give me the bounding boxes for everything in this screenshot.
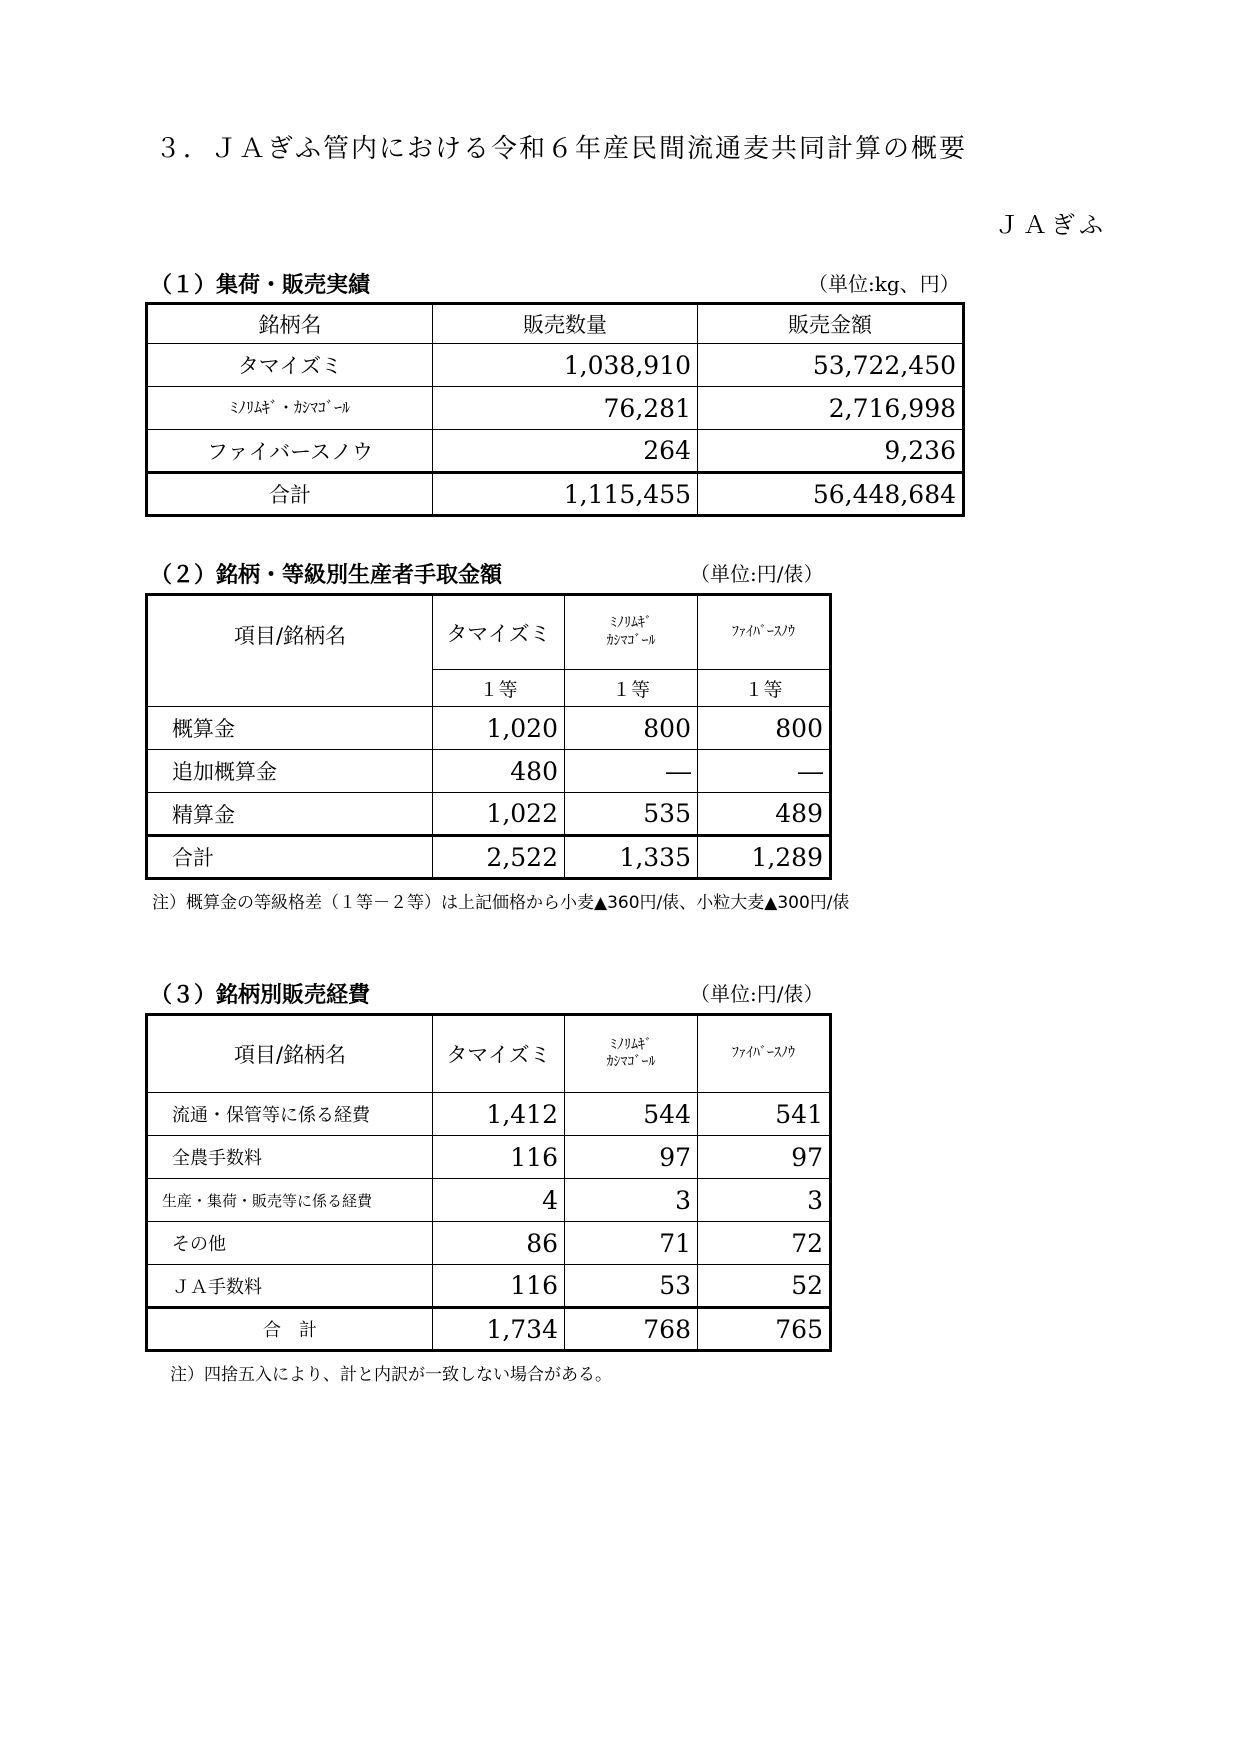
column-header: 銘柄名 [147,304,433,344]
table-cell: 4 [433,1179,565,1222]
row-label: 全農手数料 [147,1136,433,1179]
row-label: ＪＡ手数料 [147,1265,433,1308]
section3-unit: （単位:円/俵） [690,982,824,1006]
brand-header [565,1015,698,1093]
section3-heading: （３）銘柄別販売経費 [150,983,371,1008]
table-cell: 1,412 [433,1093,565,1136]
table-row [147,750,831,793]
row-label: 追加概算金 [147,750,433,793]
table-cell: 116 [433,1265,565,1308]
table-row [147,1179,831,1222]
table-row [147,387,964,430]
table-cell: 52 [698,1265,831,1308]
brand-header-line: ﾐﾉﾘﾑｷﾞ [610,1036,652,1053]
table-cell: 1,289 [698,836,831,879]
grade-header: １等 [433,670,565,707]
table-cell: ― [698,750,831,793]
section1-heading: （１）集荷・販売実績 [150,273,371,298]
organization-name: ＪＡぎふ [995,211,1107,239]
section1-unit: （単位:kg、円） [808,272,960,296]
table-header-row [147,304,964,344]
brand-header [565,595,698,670]
item-brand-header: 項目/銘柄名 [147,595,433,707]
page-title: ３．ＪＡぎふ管内における令和６年産民間流通麦共同計算の概要 [155,134,968,164]
table-cell: 86 [433,1222,565,1265]
total-label: 合 計 [147,1308,433,1351]
table-cell: 1,734 [433,1308,565,1351]
brand-name: タマイズミ [147,344,433,387]
total-label: 合計 [147,473,433,516]
brand-header-line: ｶｼﾏｺﾞｰﾙ [606,1054,656,1070]
column-header: 販売金額 [698,304,964,344]
table-cell: 535 [565,793,698,836]
table-header-row [147,1015,831,1093]
row-label: 精算金 [147,793,433,836]
row-label: 生産・集荷・販売等に係る経費 [147,1179,433,1222]
sales-amount: 2,716,998 [698,387,964,430]
table-cell: 768 [565,1308,698,1351]
brand-header-line: ｶｼﾏｺﾞｰﾙ [606,632,656,649]
brand-header: ﾌｧｲﾊﾞｰｽﾉｳ [698,1015,831,1093]
total-quantity: 1,115,455 [433,473,698,516]
total-row [147,473,964,516]
sales-quantity: 1,038,910 [433,344,698,387]
sales-quantity: 264 [433,430,698,473]
section2-unit: （単位:円/俵） [690,562,824,586]
table-cell: 53 [565,1265,698,1308]
table-cell: 489 [698,793,831,836]
brand-header: タマイズミ [433,1015,565,1093]
table-row [147,1222,831,1265]
table-cell: 72 [698,1222,831,1265]
row-label: 流通・保管等に係る経費 [147,1093,433,1136]
column-header: 販売数量 [433,304,698,344]
table-row [147,1265,831,1308]
brand-header-line: ﾐﾉﾘﾑｷﾞ [610,615,652,631]
total-row [147,1308,831,1351]
section2-note: 注）概算金の等級格差（１等－２等）は上記価格から小麦▲360円/俵、小粒大麦▲300円/俵 [152,893,850,913]
row-label: 概算金 [147,707,433,750]
table-cell: 1,020 [433,707,565,750]
table-cell: 544 [565,1093,698,1136]
table-cell: 2,522 [433,836,565,879]
table-cell: 1,335 [565,836,698,879]
sales-expense-table [145,1013,832,1352]
sales-results-table [145,302,965,517]
table-cell: ― [565,750,698,793]
table-cell: 765 [698,1308,831,1351]
table-row [147,1093,831,1136]
sales-amount: 9,236 [698,430,964,473]
table-row [147,793,831,836]
grade-header: １等 [698,670,831,707]
table-cell: 97 [698,1136,831,1179]
brand-header: ﾌｧｲﾊﾞｰｽﾉｳ [698,595,831,670]
sales-amount: 53,722,450 [698,344,964,387]
table-cell: 97 [565,1136,698,1179]
producer-income-table [145,593,832,880]
table-row [147,1136,831,1179]
table-cell: 800 [698,707,831,750]
table-row [147,344,964,387]
table-cell: 480 [433,750,565,793]
table-cell: 116 [433,1136,565,1179]
brand-name: ファイバースノウ [147,430,433,473]
table-header-row [147,595,831,670]
table-cell: 71 [565,1222,698,1265]
total-row [147,836,831,879]
table-cell: 1,022 [433,793,565,836]
total-amount: 56,448,684 [698,473,964,516]
table-cell: 541 [698,1093,831,1136]
table-cell: 3 [565,1179,698,1222]
table-row [147,707,831,750]
row-label: その他 [147,1222,433,1265]
table-row [147,430,964,473]
table-cell: 800 [565,707,698,750]
table-cell: 3 [698,1179,831,1222]
section2-heading: （２）銘柄・等級別生産者手取金額 [150,563,503,588]
brand-header: タマイズミ [433,595,565,670]
item-brand-header: 項目/銘柄名 [147,1015,433,1093]
total-label: 合計 [147,836,433,879]
sales-quantity: 76,281 [433,387,698,430]
section3-note: 注）四捨五入により、計と内訳が一致しない場合がある。 [170,1365,612,1385]
brand-name: ﾐﾉﾘﾑｷﾞ・ｶｼﾏｺﾞｰﾙ [147,387,433,430]
grade-header: １等 [565,670,698,707]
